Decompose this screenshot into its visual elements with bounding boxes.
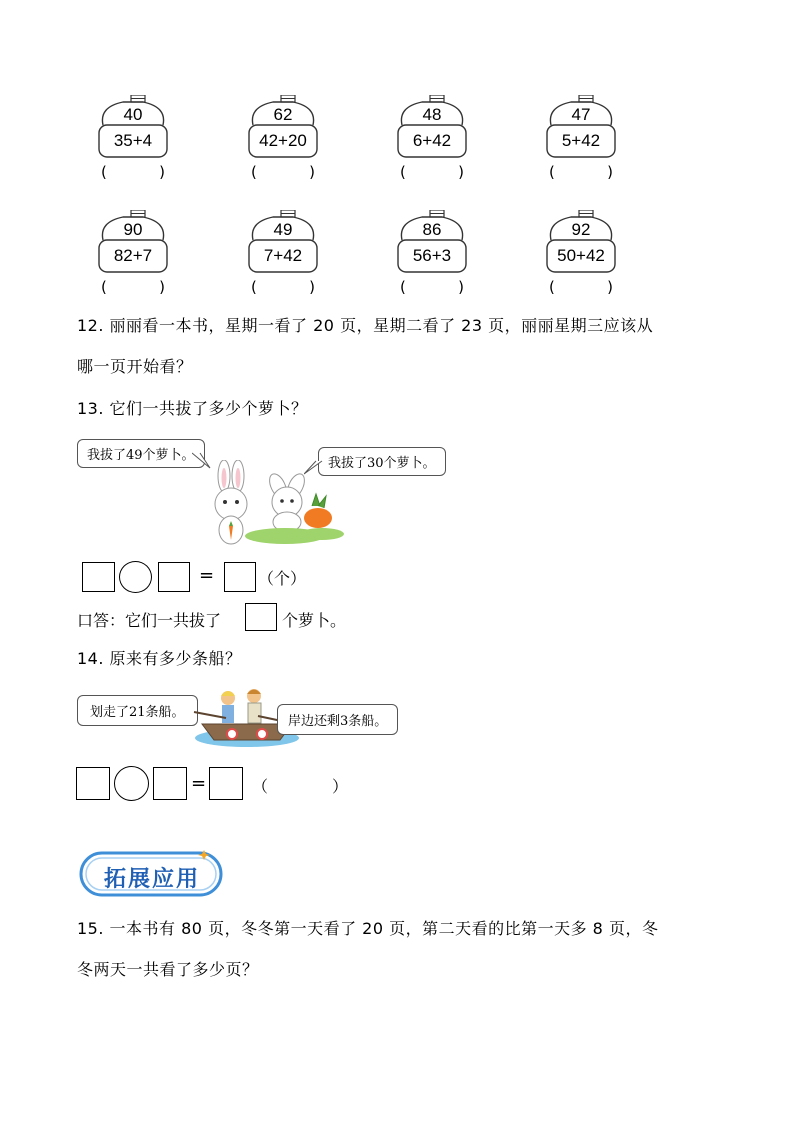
question-15-line-2: 冬两天一共看了多少页？ <box>77 960 259 979</box>
answer-paren[interactable]: ( ) <box>251 278 315 296</box>
rabbit-2-speech-bubble: 我拔了30个萝卜。 <box>318 447 446 476</box>
answer-paren[interactable]: ( ) <box>101 278 165 296</box>
house-number: 48 <box>422 105 442 124</box>
house-card <box>93 210 173 300</box>
house-expression: 50+42 <box>557 246 605 265</box>
equals-sign: = <box>199 565 215 586</box>
house-expression: 35+4 <box>113 131 153 150</box>
house-number: 47 <box>571 105 591 124</box>
house-card <box>243 95 323 185</box>
answer-box-1[interactable] <box>76 767 110 800</box>
answer-box-result[interactable] <box>209 767 243 800</box>
left-speech-bubble: 划走了21条船。 <box>77 695 198 726</box>
house-number: 92 <box>571 220 591 239</box>
oral-answer-suffix: 个萝卜。 <box>282 611 347 630</box>
house-card <box>541 95 621 185</box>
section-badge-label: 拓展应用 <box>104 867 201 892</box>
answer-paren[interactable]: ( ) <box>549 163 613 181</box>
house-number: 90 <box>123 220 143 239</box>
answer-box-result[interactable] <box>224 562 256 592</box>
answer-paren[interactable]: ( ) <box>549 278 613 296</box>
house-expression: 82+7 <box>113 246 153 265</box>
house-number: 40 <box>123 105 143 124</box>
answer-box-2[interactable] <box>153 767 187 800</box>
house-expression: 42+20 <box>259 131 307 150</box>
operator-circle[interactable] <box>114 766 149 801</box>
house-expression: 7+42 <box>263 246 303 265</box>
rabbit-1-speech-bubble: 我拔了49个萝卜。 <box>77 439 205 468</box>
right-speech-bubble: 岸边还剩3条船。 <box>277 704 398 735</box>
operator-circle[interactable] <box>119 561 152 593</box>
question-14-title: 14. 原来有多少条船？ <box>77 649 242 668</box>
answer-paren[interactable]: ( ) <box>400 163 464 181</box>
house-number: 49 <box>273 220 293 239</box>
answer-paren[interactable]: ( ) <box>251 163 315 181</box>
rabbits-illustration <box>200 460 360 550</box>
house-number: 62 <box>273 105 293 124</box>
question-12-line-2: 哪一页开始看？ <box>77 357 193 376</box>
answer-box-2[interactable] <box>158 562 190 592</box>
unit-label: （个） <box>258 569 307 588</box>
house-card <box>541 210 621 300</box>
house-number: 86 <box>422 220 442 239</box>
unit-paren-open: （ <box>252 777 269 796</box>
house-expression: 56+3 <box>412 246 452 265</box>
house-expression: 5+42 <box>561 131 601 150</box>
answer-paren[interactable]: ( ) <box>400 278 464 296</box>
unit-paren-close: ） <box>332 777 349 796</box>
answer-paren[interactable]: ( ) <box>101 163 165 181</box>
equals-sign: = <box>191 773 207 794</box>
answer-box-1[interactable] <box>82 562 115 592</box>
question-12-line-1: 12. 丽丽看一本书，星期一看了 20 页，星期二看了 23 页，丽丽星期三应该从 <box>77 316 654 335</box>
oral-answer-prefix: 口答：它们一共拔了 <box>77 611 222 630</box>
house-card <box>243 210 323 300</box>
house-card <box>93 95 173 185</box>
question-13-title: 13. 它们一共拔了多少个萝卜？ <box>77 399 308 418</box>
question-15-line-1: 15. 一本书有 80 页，冬冬第一天看了 20 页，第二天看的比第一天多 8 页，冬 <box>77 919 659 938</box>
house-card <box>392 95 472 185</box>
house-expression: 6+42 <box>412 131 452 150</box>
oral-answer-box[interactable] <box>245 603 277 631</box>
house-card <box>392 210 472 300</box>
